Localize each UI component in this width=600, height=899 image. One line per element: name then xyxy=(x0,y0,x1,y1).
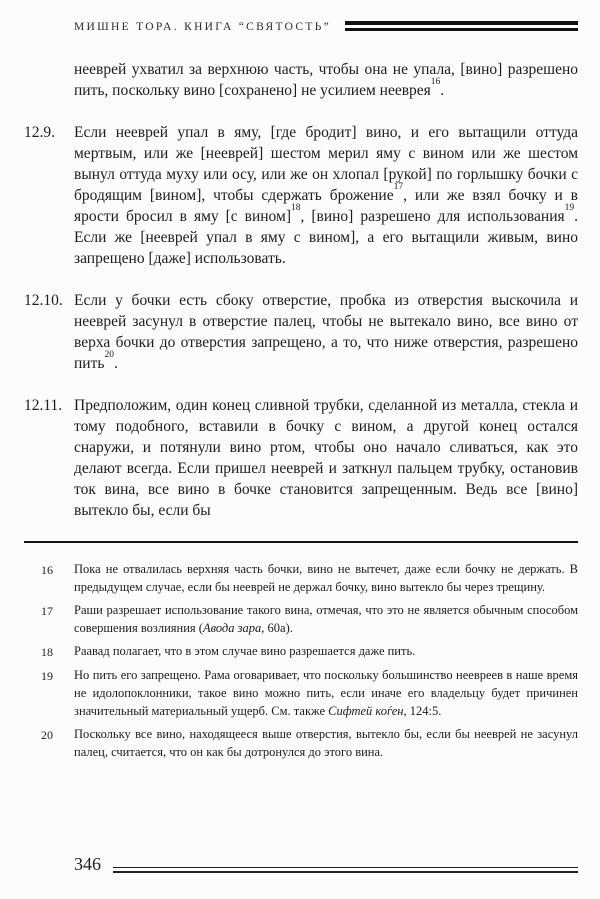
section-number: 12.11. xyxy=(24,397,63,414)
footnotes-block xyxy=(0,543,600,761)
section-12-9 xyxy=(24,122,578,269)
footnote-20 xyxy=(24,725,578,761)
running-head-title: МИШНЕ ТОРА. КНИГА “СВЯТОСТЬ” xyxy=(74,21,332,33)
footnote-text: Поскольку все вино, находящееся выше отверстия, вытекло бы, если бы нееврей не засунул палец, считается, что он как бы дотронулся до этого вина. xyxy=(74,727,578,759)
header-rule-bottom xyxy=(345,28,578,31)
section-text: Если у бочки есть сбоку отверстие, пробка из отверстия выскочила и нееврей засунул в отверстие палец, чтобы не вытекало вино, все вино от верха бочки до отверстия запрещено, а то, что ниже отверстия, разрешено пить$^{20}$. xyxy=(74,292,578,372)
page-body xyxy=(0,33,600,521)
section-number: 12.10. xyxy=(24,292,63,309)
section-text: Предположим, один конец сливной трубки, сделанной из металла, стекла и тому подобного, вставили в бочку с вином, а другой конец остался снаружи, и потянули вино ртом, чтобы оно начало сливаться, как это делают всегда. Если пришел нееврей и заткнул пальцем трубку, остановив ток вина, все вино в бочке становится запрещенным. Ведь все [вино] вытекло бы, если бы xyxy=(74,397,578,519)
section-12-11 xyxy=(24,395,578,521)
footnote-number: 18 xyxy=(41,645,53,659)
header-rules-decoration xyxy=(345,21,578,31)
footer-rule-top xyxy=(113,867,578,869)
header-rule-top xyxy=(345,21,578,25)
section-text: Если нееврей упал в яму, [где бродит] вино, и его вытащили оттуда мертвым, или же [нееврей] шестом мерил яму с вином или же шестом вынул оттуда муху или осу, или же он хлопал [рукой] по горлышку бочки с бродящим [вином], чтобы сдержать брожение$^{17}$, или же взял бочку и в ярости бросил в яму [с вином]$^{18}$, [вино] разрешено для использования$^{19}$. Если же [нееврей упал в яму с вином], а его вытащили живым, вино запрещено [даже] использовать. xyxy=(74,124,578,267)
intro-paragraph: нееврей ухватил за верхнюю часть, чтобы она не упала, [вино] разрешено пить, поскольку вино [сохранено] не усилием нееврея$^{16}$. xyxy=(74,61,578,99)
footnote-text: Но пить его запрещено. Рама оговаривает, что поскольку большинство неевреев в наше время не идолопоклонники, такое вино можно пить, если иначе его владельцу будет причинен значительный материальный ущерб. См. также Сифтей коѓен, 124:5. xyxy=(74,668,578,718)
footer-rule-bottom xyxy=(113,871,578,873)
footnote-text: Раавад полагает, что в этом случае вино разрешается даже пить. xyxy=(74,644,416,658)
section-number: 12.9. xyxy=(24,124,55,141)
footnote-16 xyxy=(24,560,578,596)
page-header xyxy=(0,0,600,33)
footnote-text: Раши разрешает использование такого вина, отмечая, что это не является обычным способом совершения возлияния (Авода зара, 60а). xyxy=(74,603,578,635)
footnote-number: 19 xyxy=(41,669,53,683)
footer-rules-decoration xyxy=(113,867,578,873)
page-footer xyxy=(24,854,578,875)
footnote-18 xyxy=(24,642,578,661)
footnote-text: Пока не отвалилась верхняя часть бочки, вино не вытечет, даже если бочку не держать. В предыдущем случае, если бы нееврей не держал бочку, вино вытекло бы через трещину. xyxy=(74,562,578,594)
footnote-19 xyxy=(24,666,578,720)
footnote-number: 20 xyxy=(41,728,53,742)
footnote-number: 17 xyxy=(41,604,53,618)
page-number: 346 xyxy=(74,854,101,874)
footnote-17 xyxy=(24,601,578,637)
footnote-number: 16 xyxy=(41,563,53,577)
section-12-10 xyxy=(24,290,578,374)
